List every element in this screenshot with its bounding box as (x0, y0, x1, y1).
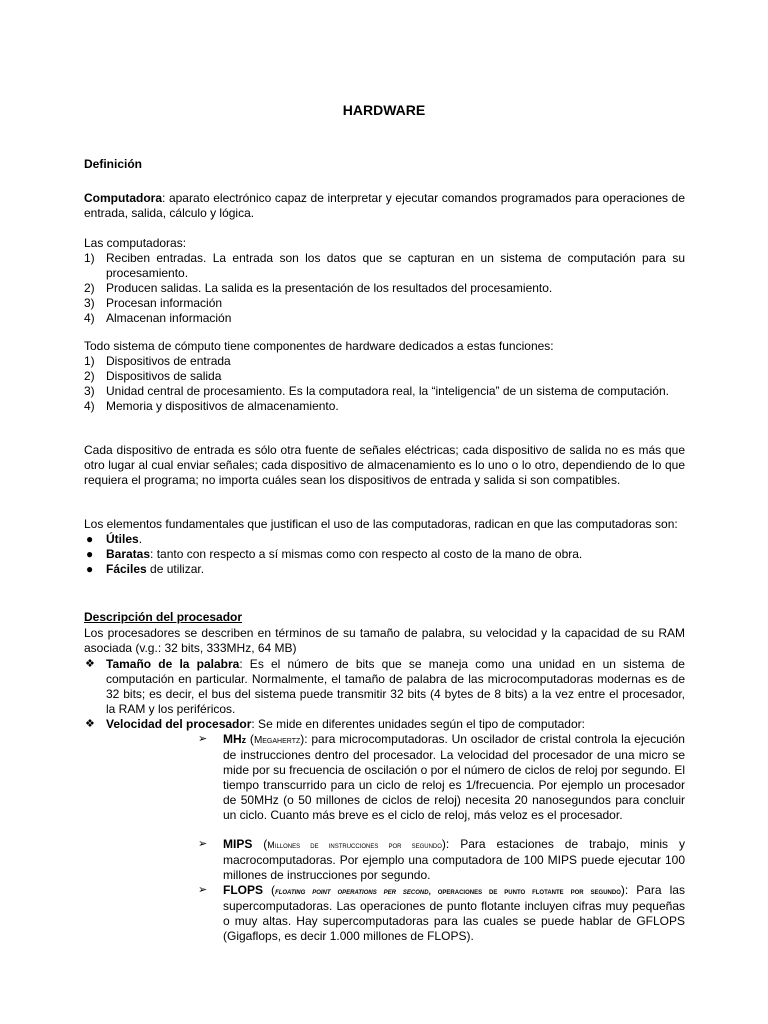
item-term: Fáciles (106, 562, 147, 576)
todo-sistema-intro: Todo sistema de cómputo tiene componentes de hardware dedicados a estas funciones: (84, 339, 554, 353)
cada-dispositivo-paragraph: Cada dispositivo de entrada es sólo otra fuente de señales eléctricas; cada dispositivo de salida no es más que otro lugar al cual enviar señales; cada dispositivo de almacenamiento es lo uno o lo otro, dependiendo de lo que requiera el programa; no importa cuáles sean los dispositivos de entrada y salida si son compatibles. (84, 443, 685, 487)
velocidad-text: : Se mide en diferentes unidades según el tipo de computador: (251, 717, 585, 731)
mips-item: ➢ MIPS (Millones de instrucciones por segundo): Para estaciones de trabajo, minis y macrocomputadoras. Por ejemplo una computadora de 100 MIPS puede ejecutar 100 millones de instrucciones por segundo. (198, 837, 685, 882)
bullet-icon: ● (86, 562, 94, 576)
elementos-list (84, 532, 685, 577)
list-item (84, 399, 685, 414)
bullet-icon: ● (86, 532, 94, 546)
bullet-icon: ● (86, 547, 94, 561)
list-item (84, 354, 685, 369)
item-text: Memoria y dispositivos de almacenamiento. (106, 399, 339, 413)
list-item (84, 281, 685, 296)
arrow-bullet-icon: ➢ (198, 733, 208, 745)
list-item (84, 296, 685, 311)
diamond-bullet-icon: ❖ (85, 658, 95, 670)
item-text: Almacenan información (106, 311, 232, 325)
item-number: 3) (84, 296, 95, 310)
computadoras-list (84, 251, 685, 326)
computadoras-intro: Las computadoras: (84, 236, 187, 250)
diamond-bullet-icon: ❖ (85, 718, 95, 730)
item-text: Reciben entradas. La entrada son los datos que se capturan en un sistema de computación para su procesamiento. (106, 251, 685, 280)
item-number: 2) (84, 369, 95, 383)
flops-term: FLOPS (223, 883, 264, 897)
list-item (84, 384, 685, 399)
list-item (84, 311, 685, 326)
tamano-term: Tamaño de la palabra (106, 657, 240, 671)
computadora-text: : aparato electrónico capaz de interpretar y ejecutar comandos programados para operaciones de entrada, salida, cálculo y lógica. (84, 191, 685, 220)
item-text: : tanto con respecto a sí mismas como con respecto al costo de la mano de obra. (150, 547, 583, 561)
procesador-heading: Descripción del procesador (84, 610, 243, 624)
item-text: Unidad central de procesamiento. Es la computadora real, la “inteligencia” de un sistema de computación. (106, 384, 669, 398)
arrow-bullet-icon: ➢ (198, 884, 208, 896)
velocidad-item (84, 717, 685, 732)
item-number: 1) (84, 251, 95, 265)
velocidad-term: Velocidad del procesador (106, 717, 252, 731)
flops-paren-rest: , operaciones de punto flotante por segundo (428, 887, 621, 896)
flops-paren-italic: floating point operations per second (275, 887, 429, 896)
elementos-section (84, 517, 685, 577)
definicion-heading: Definición (84, 157, 143, 171)
tamano-text: : Es el número de bits que se maneja como una unidad en un sistema de computación en particular. Normalmente, el tamaño de palabra de las microcomputadoras modernas es de 32 bits; es decir, el bus del sistema puede transmitir 32 bits (4 bytes de 8 bits) a la vez entre el procesador, la RAM y los periféricos. (106, 657, 685, 716)
flops-text: : Para las supercomputadoras. Las operaciones de punto flotante incluyen cifras muy pequeñas o muy altas. Hay supercomputadoras para las cuales se puede hablar de GFLOPS (Gigaflops, es decir 1.000 millones de FLOPS). (223, 883, 685, 943)
item-term: Útiles (106, 532, 139, 546)
item-number: 2) (84, 281, 95, 295)
item-number: 1) (84, 354, 95, 368)
item-text: . (138, 532, 143, 546)
item-text: Producen salidas. La salida es la presentación de los resultados del procesamiento. (106, 281, 553, 295)
computadoras-section (84, 236, 685, 326)
computadora-term: Computadora (84, 191, 162, 205)
mhz-term: MH (223, 732, 242, 746)
mhz-item: ➢ MHz (Megahertz): para microcomputadoras. Un oscilador de cristal controla la ejecución de instrucciones dentro del procesador. La velocidad del procesador de una micro se mide por su frecuencia de oscilación o por el número de ciclos de reloj por segundo. El tiempo transcurrido para un ciclo de reloj es 1/frecuencia. Por ejemplo un procesador de 50MHz (o 50 millones de ciclos de reloj) necesita 20 nanosegundos para concluir un ciclo. Cuanto más breve es el ciclo de reloj, más veloz es el procesador. (198, 732, 685, 822)
item-number: 3) (84, 384, 95, 398)
arrow-bullet-icon: ➢ (198, 838, 208, 850)
flops-item: ➢ FLOPS (floating point operations per second, operaciones de punto flotante por segundo): Para las supercomputadoras. Las operaciones de punto flotante incluyen cifras muy pequeñas o muy altas. Hay supercomputadoras para las cuales se puede hablar de GFLOPS (Gigaflops, es decir 1.000 millones de FLOPS). (198, 883, 685, 943)
mhz-text: : para microcomputadoras. Un oscilador de cristal controla la ejecución de instrucciones dentro del procesador. La velocidad del procesador de una micro se mide por su frecuencia de oscilación o por el número de ciclos de reloj por segundo. El tiempo transcurrido para un ciclo de reloj es 1/frecuencia. Por ejemplo un procesador de 50MHz (o 50 millones de ciclos de reloj) necesita 20 nanosegundos para concluir un ciclo. Cuanto más breve es el ciclo de reloj, más veloz es el procesador. (223, 732, 685, 822)
item-text: Procesan información (106, 296, 223, 310)
tamano-palabra-item (84, 657, 685, 717)
item-number: 4) (84, 311, 95, 325)
list-item (84, 547, 685, 562)
list-item (84, 369, 685, 384)
mips-paren: Millones de instrucciones por segundo (267, 840, 442, 850)
procesador-intro: Los procesadores se describen en términos de su tamaño de palabra, su velocidad y la capacidad de su RAM asociada (v.g.: 32 bits, 333MHz, 64 MB) (84, 626, 685, 655)
todo-sistema-section (84, 339, 685, 414)
list-item (84, 562, 685, 577)
computadora-paragraph (84, 191, 685, 221)
todo-sistema-list (84, 354, 685, 414)
mips-text: : Para estaciones de trabajo, minis y macrocomputadoras. Por ejemplo una computadora de 100 MIPS puede ejecutar 100 millones de instrucciones por segundo. (223, 837, 685, 882)
mhz-z: z (241, 735, 247, 745)
item-number: 4) (84, 399, 95, 413)
item-text: Dispositivos de salida (106, 369, 222, 383)
item-term: Baratas (106, 547, 151, 561)
mhz-paren: Megahertz (253, 735, 301, 746)
mips-term: MIPS (223, 837, 253, 851)
list-item (84, 532, 685, 547)
page-title: HARDWARE (342, 102, 426, 118)
item-text: Dispositivos de entrada (106, 354, 231, 368)
list-item (84, 251, 685, 281)
elementos-intro: Los elementos fundamentales que justifican el uso de las computadoras, radican en que las computadoras son: (84, 517, 678, 531)
item-text: de utilizar. (146, 562, 205, 576)
